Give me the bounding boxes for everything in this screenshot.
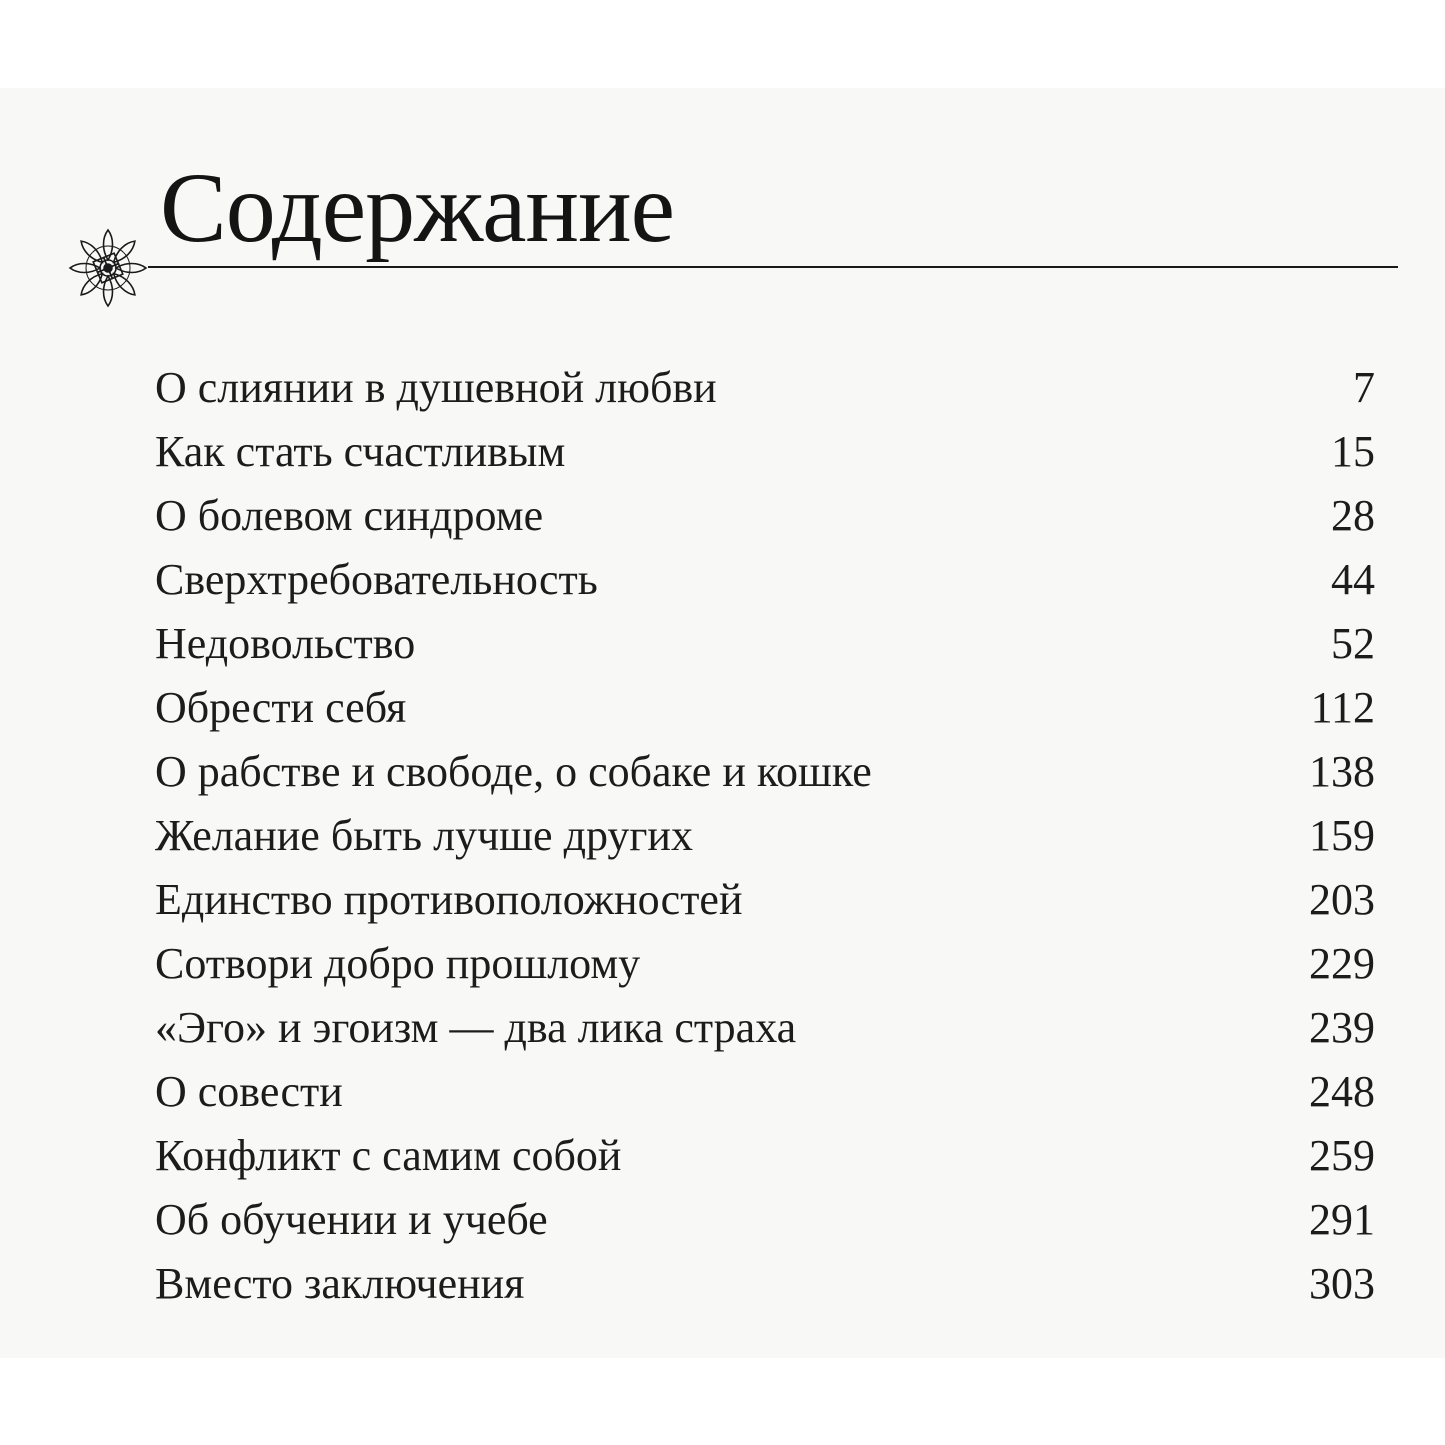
page-title: Содержание: [160, 152, 674, 263]
toc-entry: [155, 996, 1375, 1060]
toc-entry-title: Об обучении и учебе: [155, 1195, 548, 1244]
toc-entry-page: 138: [1309, 747, 1375, 796]
toc-entry: [155, 932, 1375, 996]
toc-entry-title: Единство противоположностей: [155, 875, 743, 924]
toc-entry-title: «Эго» и эгоизм — два лика страха: [155, 1003, 797, 1052]
toc-entry-page: 229: [1309, 939, 1375, 988]
toc-entry-title: Желание быть лучше других: [155, 811, 693, 860]
toc-entry-title: Конфликт с самим собой: [155, 1131, 622, 1180]
toc-entry-title: О совести: [155, 1067, 343, 1116]
toc-entry-page: 112: [1310, 683, 1375, 732]
toc-entry-page: 259: [1309, 1131, 1375, 1180]
toc-entry: [155, 612, 1375, 676]
toc-entry-page: 248: [1309, 1067, 1375, 1116]
toc-entry-title: О болевом синдроме: [155, 491, 544, 540]
toc-entry: [155, 1124, 1375, 1188]
toc-entry: [155, 484, 1375, 548]
toc-entry: [155, 548, 1375, 612]
title-divider: [148, 266, 1398, 268]
mandala-flower-icon: [62, 222, 154, 314]
toc-entry: [155, 804, 1375, 868]
toc-entry-title: Недовольство: [155, 619, 416, 668]
toc-entry-title: О слиянии в душевной любви: [155, 363, 717, 412]
toc-entry-title: О рабстве и свободе, о собаке и кошке: [155, 747, 872, 796]
toc-entry-title: Как стать счастливым: [155, 427, 566, 476]
toc-entry: [155, 676, 1375, 740]
toc-entry-page: 159: [1309, 811, 1375, 860]
toc-entry: [155, 1188, 1375, 1252]
toc-entry-page: 303: [1309, 1259, 1375, 1308]
toc-entry: [155, 740, 1375, 804]
toc-entry: [155, 1060, 1375, 1124]
toc-entry-page: 7: [1353, 363, 1375, 412]
toc-entry-page: 15: [1331, 427, 1375, 476]
toc-entry: [155, 1252, 1375, 1316]
toc-entry: [155, 356, 1375, 420]
toc-entry-title: Сотвори добро прошлому: [155, 939, 641, 988]
toc-entry-page: 52: [1331, 619, 1375, 668]
toc-entry-page: 203: [1309, 875, 1375, 924]
toc-entry: [155, 420, 1375, 484]
toc-entry-title: Обрести себя: [155, 683, 407, 732]
toc-entry-title: Сверхтребовательность: [155, 555, 598, 604]
toc-entry: [155, 868, 1375, 932]
toc-entry-page: 44: [1331, 555, 1375, 604]
toc-entry-page: 291: [1309, 1195, 1375, 1244]
table-of-contents: [155, 356, 1375, 1316]
toc-entry-page: 239: [1309, 1003, 1375, 1052]
toc-entry-title: Вместо заключения: [155, 1259, 525, 1308]
toc-entry-page: 28: [1331, 491, 1375, 540]
